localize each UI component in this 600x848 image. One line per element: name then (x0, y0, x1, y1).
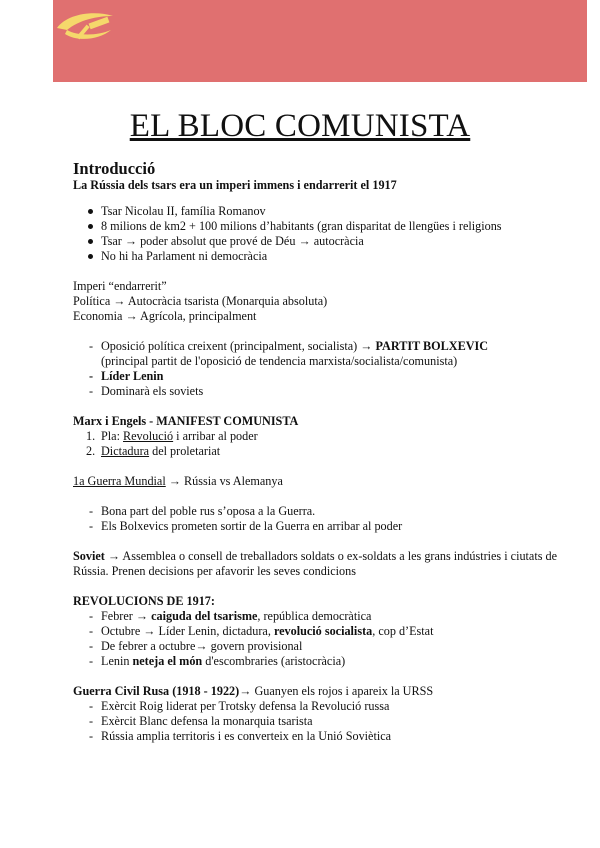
bolshevik-party: PARTIT BOLXEVIC (375, 339, 489, 353)
intro-bullet-list (73, 204, 573, 264)
list-item: - Bona part del poble rus s’oposa a la Guerra. (73, 504, 573, 519)
revolutions-list (73, 609, 573, 669)
rev-text: , cop d’Estat (372, 624, 434, 638)
list-item: Tsar → poder absolut que prové de Déu → autocràcia (73, 234, 573, 249)
list-item: - Rússia amplia territoris i es converteix en la Unió Soviètica (73, 729, 573, 744)
opposition-text: Oposició política creixent (principalment, socialista) → (101, 339, 376, 353)
list-item: No hi ha Parlament ni democràcia (73, 249, 573, 264)
list-item (73, 609, 573, 624)
page-title: EL BLOC COMUNISTA (129, 108, 471, 144)
civil-war-list (73, 699, 573, 744)
soviet-paragraph (73, 549, 573, 579)
war-line (73, 474, 573, 489)
opposition-list (73, 339, 573, 399)
rev-bold: caiguda del tsarisme (151, 609, 258, 623)
list-number: 2. (86, 444, 96, 458)
intro-subheading: La Rússia dels tsars era un imperi immens i endarrerit el 1917 (73, 178, 397, 192)
rev-text: Febrer → (101, 609, 152, 623)
empire-line: Imperi “endarrerit” (73, 279, 167, 293)
rev-text: d'escombraries (aristocràcia) (202, 654, 346, 668)
list-item: - De febrer a octubre→ govern provisional (73, 639, 573, 654)
list-item (73, 429, 573, 444)
list-item: - Els Bolxevics prometen sortir de la Guerra en arribar al poder (73, 519, 573, 534)
list-item: Tsar Nicolau II, família Romanov (73, 204, 573, 219)
marx-list (73, 429, 573, 459)
list-item (73, 444, 573, 459)
list-item (73, 624, 573, 639)
economy-line: Economia → Agrícola, principalment (73, 309, 257, 323)
rev-text: , república democràtica (257, 609, 372, 623)
list-item: - Exèrcit Roig liderat per Trotsky defensa la Revolució russa (73, 699, 573, 714)
war-title: 1a Guerra Mundial (73, 474, 166, 488)
document-body (73, 160, 573, 744)
rev-bold: neteja el món (132, 654, 203, 668)
soviet-term: Soviet (73, 549, 105, 563)
marx-item-prefix: Pla: (101, 429, 124, 443)
hammer-sickle-icon (53, 6, 123, 46)
war-list (73, 504, 573, 534)
politics-line: Política → Autocràcia tsarista (Monarquia absoluta) (73, 294, 328, 308)
intro-heading: Introducció (73, 159, 156, 178)
soviet-definition: → Assemblea o consell de treballadors soldats o ex-soldats a les grans indústries i ciutats de Rússia. Prenen decisions per afavorir les seves condicions (73, 549, 558, 578)
list-item: - Líder Lenin (73, 369, 573, 384)
revolutions-heading: REVOLUCIONS DE 1917: (73, 594, 215, 608)
list-item: - Dominarà els soviets (73, 384, 573, 399)
list-item: 8 milions de km2 + 100 milions d’habitants (gran disparitat de llengües i religions (73, 219, 573, 234)
marx-item-suffix: i arribar al poder (173, 429, 258, 443)
war-rest: → Rússia vs Alemanya (165, 474, 283, 488)
civil-war-rest: → Guanyen els rojos i apareix la URSS (239, 684, 434, 698)
opposition-subtext: (principal partit de l'oposició de tendencia marxista/socialista/comunista) (101, 354, 458, 368)
civil-war-title: Guerra Civil Rusa (1918 - 1922) (73, 684, 240, 698)
list-number: 1. (86, 429, 96, 443)
marx-item-underlined: Dictadura (101, 444, 150, 458)
civil-war-heading (73, 684, 573, 699)
marx-item-suffix: del proletariat (149, 444, 221, 458)
marx-item-underlined: Revolució (123, 429, 174, 443)
rev-text: Lenin (101, 654, 133, 668)
rev-bold: revolució socialista (273, 624, 373, 638)
marx-heading: Marx i Engels - MANIFEST COMUNISTA (73, 414, 299, 428)
header-banner (53, 0, 587, 82)
rev-text: Octubre → Líder Lenin, dictadura, (101, 624, 274, 638)
list-item: - Exèrcit Blanc defensa la monarquia tsarista (73, 714, 573, 729)
list-item (73, 339, 573, 369)
list-item (73, 654, 573, 669)
